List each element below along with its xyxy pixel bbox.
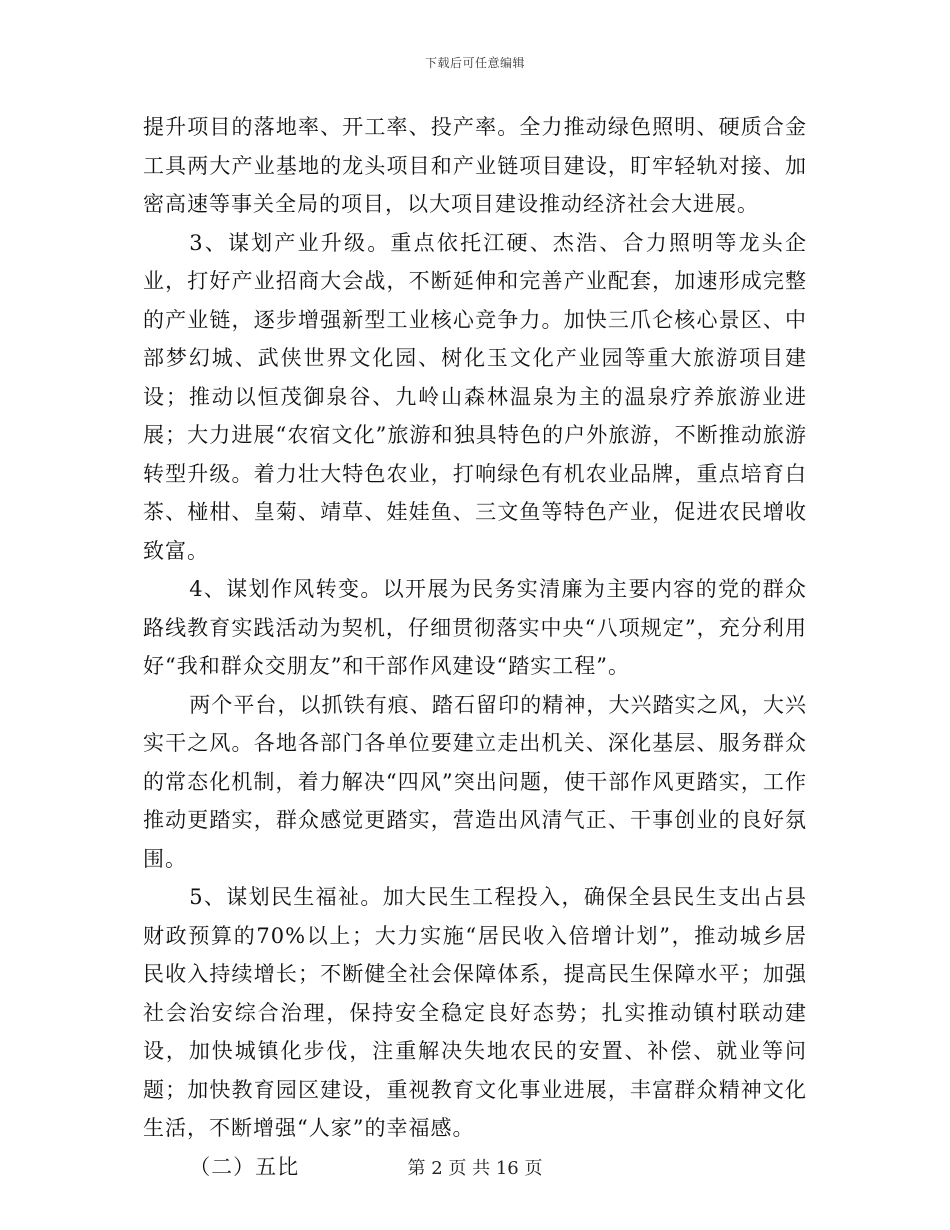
- paragraph-two-platforms: 两个平台，以抓铁有痕、踏石留印的精神，大兴踏实之风，大兴实干之风。各地各部门各单位要建立走出机关、深化基层、服务群众的常态化机制，着力解决“四风”突出问题，使干部作风更踏实，工作推动更踏实，群众感觉更踏实，营造出风清气正、干事创业的良好氛围。: [143, 692, 807, 871]
- document-body: [143, 108, 807, 1186]
- paragraph-project-landing: 提升项目的落地率、开工率、投产率。全力推动绿色照明、硬质合金工具两大产业基地的龙头项目和产业链项目建设，盯牢轻轨对接、加密高速等事关全局的项目，以大项目建设推动经济社会大进展。: [143, 115, 807, 216]
- paragraph-style-change: 4、谋划作风转变。以开展为民务实清廉为主要内容的党的群众路线教育实践活动为契机，仔细贯彻落实中央“八项规定”，充分利用好“我和群众交朋友”和干部作风建设“踏实工程”。: [143, 577, 807, 678]
- page-header: 下载后可任意编辑: [424, 56, 525, 70]
- page-number-footer: 第 2 页 共 16 页: [407, 1158, 543, 1179]
- paragraph-industry-upgrade: 3、谋划产业升级。重点依托江硬、杰浩、合力照明等龙头企业，打好产业招商大会战，不断延伸和完善产业配套，加速形成完整的产业链，逐步增强新型工业核心竞争力。加快三爪仑核心景区、中部梦幻城、武侠世界文化园、树化玉文化产业园等重大旅游项目建设；推动以恒茂御泉谷、九岭山森林温泉为主的温泉疗养旅游业进展；大力进展“农宿文化”旅游和独具特色的户外旅游，不断推动旅游转型升级。着力壮大特色农业，打响绿色有机农业品牌，重点培育白茶、椪柑、皇菊、靖草、娃娃鱼、三文鱼等特色产业，促进农民增收致富。: [143, 230, 807, 563]
- paragraph-livelihood: 5、谋划民生福祉。加大民生工程投入，确保全县民生支出占县财政预算的70%以上；大力实施“居民收入倍增计划”，推动城乡居民收入持续增长；不断健全社会保障体系，提高民生保障水平；加强社会治安综合治理，保持安全稳定良好态势；扎实推动镇村联动建设，加快城镇化步伐，注重解决失地农民的安置、补偿、就业等问题；加快教育园区建设，重视教育文化事业进展，丰富群众精神文化生活，不断增强“人家”的幸福感。: [143, 885, 807, 1140]
- section-heading-five-comparisons: （二）五比: [189, 1154, 300, 1179]
